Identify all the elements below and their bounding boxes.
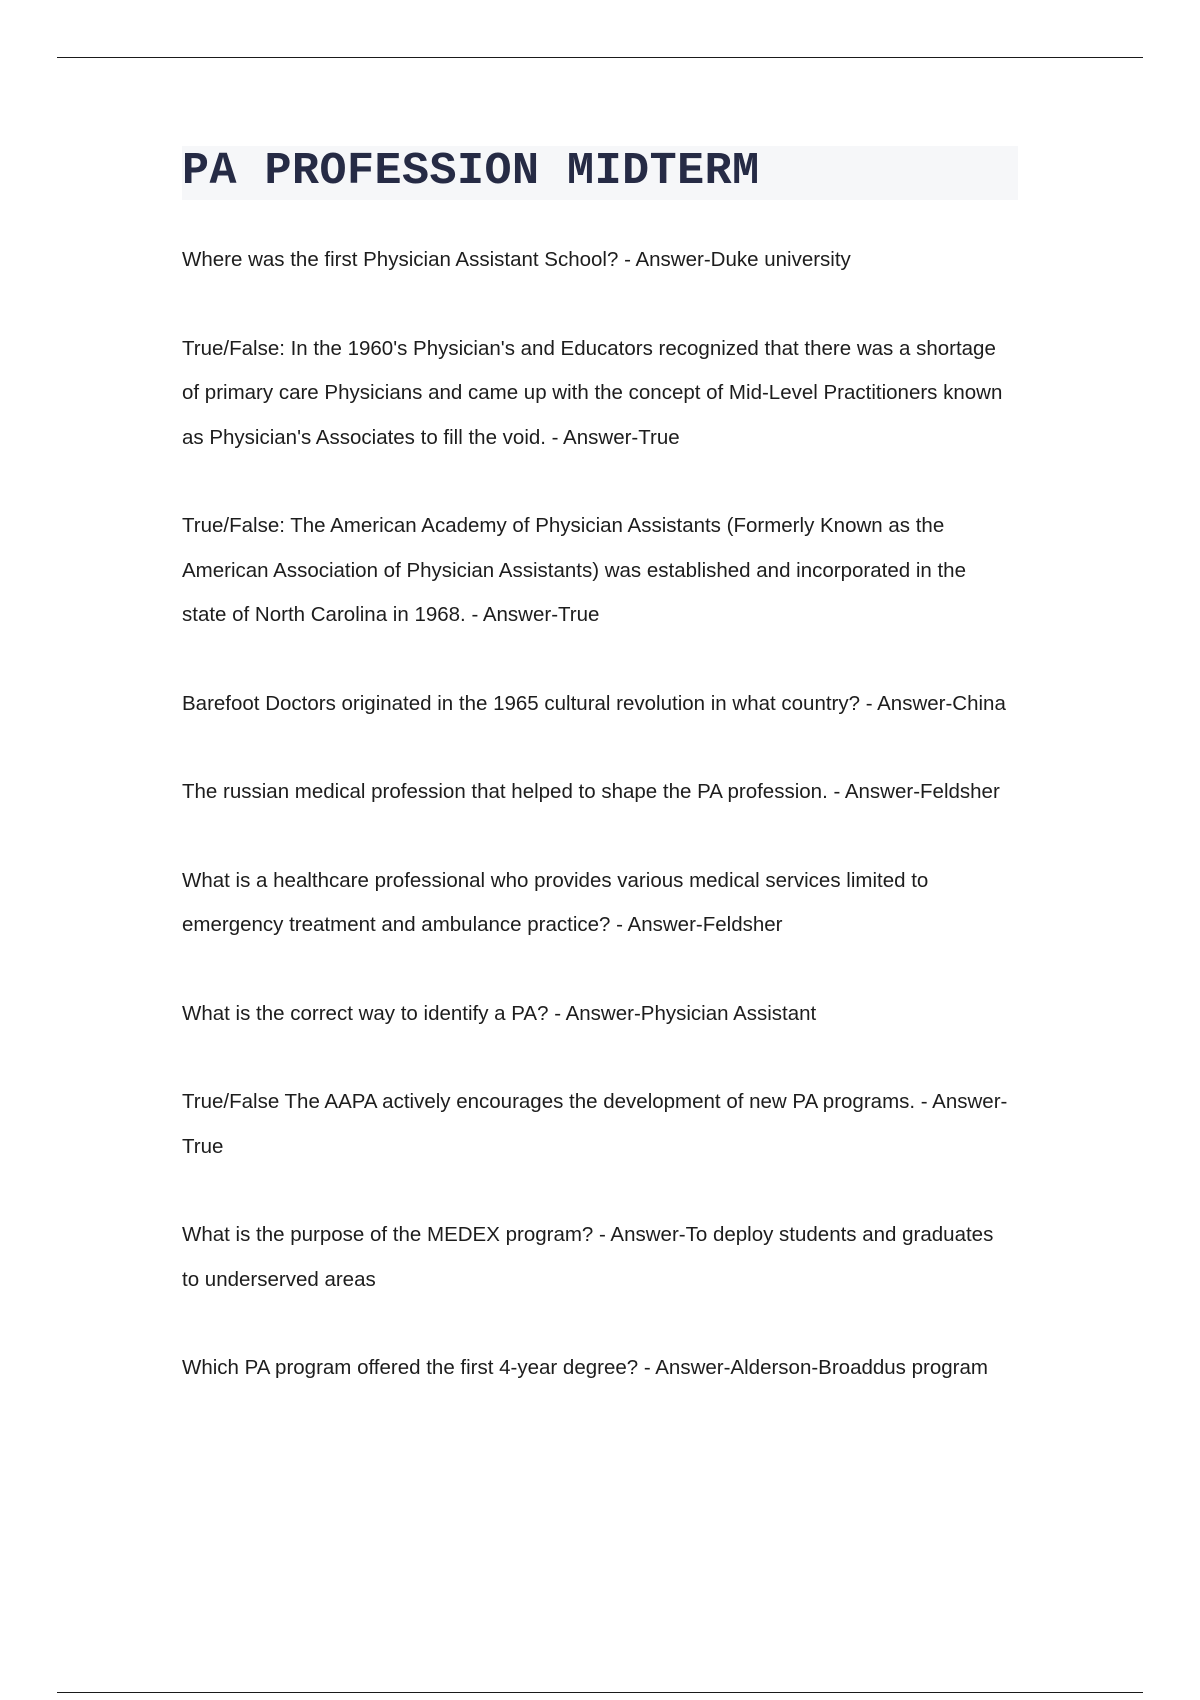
qa-item-2: True/False: In the 1960's Physician's and Educators recognized that there was a shortage of primary care Physicians and came up with the concept of Mid-Level Practitioners known as Physician's Associates to fill the void. - Answer-True <box>182 336 1003 449</box>
question-answer-list <box>182 238 1012 1435</box>
qa-item-5: The russian medical profession that helped to shape the PA profession. - Answer-Feldsher <box>182 780 1000 803</box>
qa-item-7: What is the correct way to identify a PA? - Answer-Physician Assistant <box>182 1001 817 1025</box>
document-title: PA PROFESSION MIDTERM <box>182 146 760 197</box>
qa-item-10: Which PA program offered the first 4-year degree? - Answer-Alderson-Broaddus program <box>182 1356 988 1379</box>
qa-item-9: What is the purpose of the MEDEX program? - Answer-To deploy students and graduates to underserved areas <box>182 1223 994 1291</box>
footer-rule <box>57 1692 1143 1693</box>
qa-item-8: True/False The AAPA actively encourages the development of new PA programs. - Answer-True <box>182 1090 1008 1158</box>
qa-item-3: True/False: The American Academy of Physician Assistants (Formerly Known as the American Association of Physician Assistants) was established and incorporated in the state of North Carolina in 1968. - Answer-True <box>182 514 966 626</box>
qa-item-6: What is a healthcare professional who provides various medical services limited to emergency treatment and ambulance practice? - Answer-Feldsher <box>182 868 929 936</box>
qa-item-4: Barefoot Doctors originated in the 1965 cultural revolution in what country? - Answer-China <box>182 691 1006 715</box>
qa-item-1: Where was the first Physician Assistant School? - Answer-Duke university <box>182 248 851 271</box>
header-rule <box>57 57 1143 58</box>
